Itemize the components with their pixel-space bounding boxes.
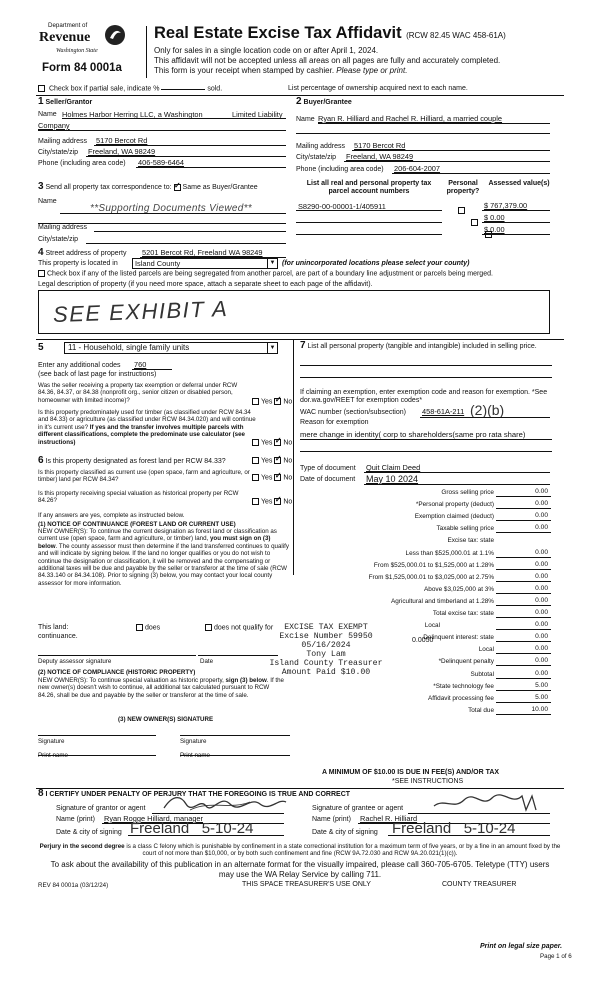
certify-text: I CERTIFY UNDER PENALTY OF PERJURY THAT THE FOREGOING IS TRUE AND CORRECT <box>45 791 351 798</box>
wac-line <box>420 408 550 418</box>
tax-row-label: From $1,525,000.01 to $3,025,000 at 2.75% <box>368 573 494 581</box>
buyer-heading-text: Buyer/Grantee <box>303 99 352 106</box>
seller-heading-text: Seller/Grantor <box>45 99 93 106</box>
tax-row-value[interactable]: 0.00 <box>535 596 548 604</box>
chevron-down-icon: ▼ <box>267 343 277 354</box>
county-treasurer-label: COUNTY TREASURER <box>442 881 517 888</box>
use-code-value: 11 - Household, single family units <box>68 343 190 352</box>
grantee-date-value[interactable]: Freeland 5-10-24 <box>392 820 516 837</box>
personal-property-checkbox-2[interactable] <box>471 219 478 226</box>
partial-sale-checkbox[interactable] <box>38 85 45 92</box>
timber-no-checkbox[interactable] <box>274 439 281 446</box>
yes-label: Yes <box>261 474 273 482</box>
notice1-c: . The county assessor must then determine if the land transferred continues to qualify and will indicate by signing below. If the land no longer qualifies or you do not wish to continue the designation or classification, it will be removed and the compensating or additional taxes will be due and payable by the seller or transferor at the time of sale (RCW 84.33.140 or 84.34.108). Prior to signing (3) below, you may contact your local county assessor for more information. <box>38 542 289 587</box>
tax-row-label: Agricultural and timberland at 1.28% <box>390 597 494 605</box>
section7-num: 7 <box>300 340 306 351</box>
tax-row-label: Subtotal <box>470 670 494 678</box>
tax-row-value[interactable]: 0.00 <box>535 645 548 653</box>
tax-row-value[interactable]: 5.00 <box>535 681 548 689</box>
buyer-phone-line <box>392 164 550 174</box>
tax-row-value[interactable]: 0.00 <box>535 548 548 556</box>
grantee-name-label: Name (print) <box>312 816 351 823</box>
q-current-use-answers <box>252 474 292 483</box>
q-forest <box>38 457 226 466</box>
seller-phone-value[interactable]: 406-589-6464 <box>138 158 185 167</box>
seller-mail-value[interactable]: 5170 Bercot Rd <box>96 136 148 145</box>
doc-type-line <box>364 463 550 473</box>
see-instructions: *SEE INSTRUCTIONS <box>392 778 464 785</box>
reason-line-2 <box>300 442 552 452</box>
section7-text: List all personal property (tangible and intangible) included in selling price. <box>307 343 537 350</box>
seller-heading <box>38 98 92 107</box>
personal-property-line-1[interactable] <box>300 356 552 366</box>
grantee-date-label: Date & city of signing <box>312 829 378 836</box>
parcels-col1: List all real and personal property tax parcel account numbers <box>306 180 432 196</box>
use-code-select[interactable] <box>64 342 278 354</box>
divider <box>36 788 564 789</box>
doc-date-value[interactable]: May 10 2024 <box>366 474 419 484</box>
grantor-name-label: Name (print) <box>56 816 95 823</box>
section3-city-line <box>86 234 286 244</box>
doc-date-line <box>364 475 550 485</box>
dept-line2: Revenue <box>39 30 91 45</box>
section7-label <box>300 342 552 351</box>
partial-sold-label: sold. <box>207 85 223 93</box>
no-label: No <box>283 398 293 406</box>
buyer-city-line <box>344 152 550 162</box>
deputy-date-label: Date <box>200 658 214 665</box>
this-land-label: This land: <box>38 624 69 631</box>
personal-property-checkbox-1[interactable] <box>458 207 465 214</box>
section3-city-label: City/state/zip <box>38 236 79 243</box>
section3-name-label: Name <box>38 198 57 205</box>
stamp-line1: EXCISE TAX EXEMPT <box>284 623 368 632</box>
grantor-sig-line <box>152 804 284 814</box>
perjury-a: Perjury in the second degree <box>39 843 125 850</box>
notice1-b: you must sign on (3) below <box>38 535 271 550</box>
yes-label: Yes <box>261 498 273 506</box>
owner-sig-line-1[interactable] <box>38 726 156 736</box>
form-number: Form 84 0001a <box>42 62 122 74</box>
segregated-label: Check box if any of the listed parcels are being segregated from another parcel, are part of a boundary line adjustment or parcels being merged. <box>47 270 493 278</box>
stamp-line3: 05/16/2024 <box>301 641 351 650</box>
seller-mail-line <box>94 136 286 146</box>
title-rcw: (RCW 82.45 WAC 458-61A) <box>406 31 506 40</box>
tax-row-value[interactable]: 0.00 <box>535 669 548 677</box>
same-as-buyer-label: Same as Buyer/Grantee <box>182 184 258 191</box>
seller-city-label: City/state/zip <box>38 149 79 156</box>
buyer-city-value[interactable]: Freeland, WA 98249 <box>346 152 414 161</box>
treasurer-stamp <box>256 623 396 677</box>
additional-codes-line <box>132 360 172 370</box>
street-line <box>140 248 286 258</box>
title-text: Real Estate Excise Tax Affidavit <box>154 24 402 42</box>
dept-line3: Washington State <box>56 48 98 54</box>
perjury-b: is a class C felony which is punishable by confinement in a state correctional institution for a maximum term of five years, or by a fine in an amount fixed by the court of not more than $10,000, or by both such confinement and fine (RCW 9A.72.030 and RCW 9A.20.021(1)(c)). <box>124 843 561 858</box>
page-number: Page 1 of 6 <box>540 953 572 960</box>
tax-row-value[interactable]: 0.00 <box>535 609 548 616</box>
unincorporated-note: (for unincorporated locations please select your county) <box>282 260 470 267</box>
seller-city-line <box>86 147 286 157</box>
grantor-date-value[interactable]: Freeland 5-10-24 <box>130 820 254 837</box>
seller-city-value[interactable]: Freeland, WA 98249 <box>88 147 156 156</box>
stamp-line5: Island County Treasurer <box>269 659 383 668</box>
tax-row-label: *Delinquent penalty <box>438 658 494 666</box>
doc-type-label: Type of document <box>300 465 356 472</box>
tax-row-label: *State technology fee <box>433 682 494 690</box>
seller-name-value2[interactable]: Company <box>38 121 70 130</box>
tax-row-value[interactable]: 0.00 <box>535 572 548 580</box>
seller-name-value[interactable]: Holmes Harbor Herring LLC, a Washington <box>62 110 203 119</box>
q-forest-text: Is this property designated as forest land per RCW 84.33? <box>45 458 226 465</box>
exemption-no-checkbox[interactable] <box>274 398 281 405</box>
stamp-line2: Excise Number 59950 <box>279 632 373 641</box>
owner-print-label-2: Print name <box>180 752 210 759</box>
segregated-checkbox[interactable] <box>38 270 45 277</box>
parcels-col2: Personal property? <box>446 180 480 196</box>
deputy-sig-label: Deputy assessor signature <box>38 658 112 665</box>
header-note3 <box>154 66 407 76</box>
notice3-title: (3) NEW OWNER(S) SIGNATURE <box>118 716 214 723</box>
local-rate-value: 0.0050 <box>412 637 434 644</box>
exemption-note: If claiming an exemption, enter exemption code and reason for exemption. *See dor.wa.gov/REET for exemption codes* <box>300 389 548 405</box>
located-label: This property is located in <box>38 260 118 267</box>
buyer-mail-label: Mailing address <box>296 143 346 150</box>
tax-row-label: Affidavit processing fee <box>428 694 494 702</box>
legal-label: Legal description of property (if you need more space, attach a separate sheet to each page of the affidavit). <box>38 281 373 288</box>
dept-line1: Department of <box>48 22 88 29</box>
q-exemption: Was the seller receiving a property tax exemption or deferral under RCW 84.36, 84.37, or 84.38 (nonprofit org., senior citizen or disabled person, homeowner with limited income)? <box>38 382 238 404</box>
seller-mail-label: Mailing address <box>38 138 88 145</box>
tax-row-value[interactable]: 0.00 <box>535 657 548 665</box>
reason-label: Reason for exemption <box>300 419 369 426</box>
additional-codes-note: (see back of last page for instructions) <box>38 371 157 378</box>
grantee-name-value[interactable]: Rachel R. Hilliard <box>360 814 418 823</box>
tax-row-label: From $525,000.01 to $1,525,000 at 1.28% <box>373 561 494 569</box>
perjury-notice <box>36 843 564 858</box>
tax-row-value[interactable]: 0.00 <box>535 500 548 508</box>
buyer-phone-value[interactable]: 206-604-2007 <box>394 164 441 173</box>
owner-print-label-1: Print name <box>38 752 68 759</box>
assessed-value-3[interactable]: $ 0.00 <box>484 225 505 234</box>
grantor-sig-label: Signature of grantor or agent <box>56 805 146 812</box>
assessed-value-2[interactable]: $ 0.00 <box>484 213 505 222</box>
reason-line <box>300 430 552 440</box>
header-note3-a: This form is your receipt when stamped by cashier. <box>154 66 337 75</box>
seller-name-line <box>62 109 286 119</box>
notice1-title: (1) NOTICE OF CONTINUANCE (FOREST LAND OR CURRENT USE) <box>38 521 236 528</box>
buyer-heading-num: 2 <box>296 96 302 107</box>
wac-label: WAC number (section/subsection) <box>300 409 406 416</box>
parcel-line-3 <box>296 225 442 235</box>
tax-row-label: Above $3,025,000 at 3% <box>424 585 494 593</box>
supporting-docs-text: **Supporting Documents Viewed** <box>90 203 252 214</box>
does-not-label: does not qualify for <box>214 624 274 632</box>
buyer-heading <box>296 98 352 107</box>
parcels-col3: Assessed value(s) <box>488 180 550 187</box>
reason-value[interactable]: mere change in identity( corp to shareholders(same pro rata share) <box>300 430 526 439</box>
doc-type-value[interactable]: Quit Claim Deed <box>366 463 421 472</box>
seller-name-label: Name <box>38 111 57 118</box>
tax-row-label: Taxable selling price <box>436 525 494 533</box>
parcel-line-2 <box>296 213 442 223</box>
section3-name-line <box>60 204 286 214</box>
q-current-use: Is this property classified as current use (open space, farm and agriculture, or timber) land per RCW 84.34? <box>38 469 250 484</box>
grantor-date-label: Date & city of signing <box>56 829 122 836</box>
notice1-a: NEW OWNER(S): To continue the current designation as forest land or classification as current use (open space, farm and agriculture, or timber) land, <box>38 528 277 543</box>
no-label: No <box>283 474 293 482</box>
county-select[interactable] <box>132 258 278 269</box>
value-line-2 <box>482 213 550 223</box>
assessed-value-1[interactable]: $ 767,379.00 <box>484 201 528 210</box>
does-label: does <box>145 624 161 632</box>
notice2-c: . If the new owner(s) doesn't wish to continue, all additional tax calculated pursuant to RCW 84.26, shall be due and payable by the seller or transferor at the time of sale. <box>38 677 284 699</box>
chevron-down-icon: ▼ <box>267 259 277 269</box>
current-use-no-checkbox[interactable] <box>274 474 281 481</box>
segregated-row <box>38 270 493 279</box>
tax-row-label: Delinquent interest: state <box>423 634 494 642</box>
q-exemption-answers <box>252 398 292 407</box>
legal-description-value: SEE EXHIBIT A <box>52 295 229 328</box>
tax-row-label: Less than $525,000.01 at 1.1% <box>405 549 494 557</box>
grantee-date-line <box>388 826 550 836</box>
treasurer-use-label: THIS SPACE TREASURER'S USE ONLY <box>242 881 371 888</box>
page-title <box>154 24 506 43</box>
alt-format-note: To ask about the availability of this publication in an alternate format for the visually impaired, please call 360-705-6705. Teletype (TTY) users may use the WA Relay Service by calling 711. <box>50 860 550 879</box>
wac-value[interactable]: 458-61A-211 <box>422 407 465 416</box>
buyer-city-label: City/state/zip <box>296 154 337 161</box>
buyer-mail-line <box>352 141 550 151</box>
tax-row-label: Gross selling price <box>441 489 494 496</box>
tax-row-value[interactable]: 0.00 <box>535 584 548 592</box>
revenue-logo <box>34 18 134 84</box>
timber-yes-checkbox[interactable] <box>252 439 259 446</box>
does-not-checkbox[interactable] <box>205 624 212 631</box>
stamp-line6: Amount Paid $10.00 <box>281 668 371 677</box>
tax-row-label: Total due <box>468 706 494 714</box>
deputy-sig-line[interactable] <box>38 646 196 656</box>
seller-phone-label: Phone (including area code) <box>38 160 126 167</box>
street-label: Street address of property <box>45 250 127 257</box>
seller-name-value-b[interactable]: Limited Liability <box>232 110 283 119</box>
tax-row-value[interactable]: 0.00 <box>535 524 548 532</box>
header-note1: Only for sales in a single location code on or after April 1, 2024. <box>154 46 379 55</box>
tax-row-value[interactable]: 10.00 <box>531 705 548 713</box>
notice2-title: (2) NOTICE OF COMPLIANCE (HISTORIC PROPERTY) <box>38 669 196 676</box>
tax-row-value[interactable]: 0.00 <box>535 621 548 629</box>
header-note3-b: Please type or print. <box>336 66 408 75</box>
section5-num: 5 <box>38 342 44 353</box>
street-value[interactable]: 5201 Bercot Rd, Freeland WA 98249 <box>142 248 263 257</box>
no-label: No <box>283 457 293 465</box>
same-as-buyer-checkbox[interactable] <box>174 184 181 191</box>
additional-codes-value[interactable]: 760 <box>134 360 147 369</box>
personal-property-line-2[interactable] <box>300 368 552 378</box>
header-note2: This affidavit will not be accepted unless all areas on all pages are fully and accurately completed. <box>154 56 501 65</box>
seller-name-line2 <box>38 121 286 131</box>
notice2-a: NEW OWNER(S): To continue special valuation as historic property, <box>38 677 226 684</box>
buyer-phone-label: Phone (including area code) <box>296 166 384 173</box>
section3-num: 3 <box>38 181 44 192</box>
buyer-name-label: Name <box>296 116 315 123</box>
grantee-sig-line <box>408 804 550 814</box>
header-divider <box>146 26 147 78</box>
section3-text: Send all property tax correspondence to: <box>45 184 172 191</box>
owner-sig-label-1: Signature <box>38 738 65 745</box>
yes-label: Yes <box>261 398 273 406</box>
no-label: No <box>283 498 293 506</box>
q-timber <box>38 409 256 446</box>
exemption-yes-checkbox[interactable] <box>252 398 259 405</box>
grantor-date-line <box>128 826 284 836</box>
grantor-name-value[interactable]: Ryan Rogge Hilliard, manager <box>104 814 204 823</box>
does-checkbox[interactable] <box>136 624 143 631</box>
q-timber-a: Is this property predominately used for timber (as classified under RCW 84.34 and 84.33) or agriculture (as classified under RCW 84.34.020) and will continue in it's current use? <box>38 409 256 431</box>
tax-row-value[interactable]: 0.00 <box>535 560 548 568</box>
tax-row-label: Excise tax: state <box>447 537 494 545</box>
section6-num: 6 <box>38 455 44 466</box>
stamp-line4: Tony Lam <box>306 650 346 659</box>
buyer-name-value[interactable]: Ryan R. Hilliard and Rachel R. Hilliard, a married couple <box>318 114 503 123</box>
seller-heading-num: 1 <box>38 96 44 107</box>
legal-description-box[interactable] <box>38 290 550 334</box>
no-label: No <box>283 439 293 447</box>
continuance-label: continuance. <box>38 633 78 640</box>
if-yes-note: If any answers are yes, complete as instructed below. <box>38 512 185 519</box>
tax-row-value[interactable]: 0.00 <box>535 512 548 520</box>
section3-mail-line <box>94 222 286 232</box>
parcel-number-1[interactable]: S8290-00-00001-1/405911 <box>298 202 386 211</box>
minimum-note: A MINIMUM OF $10.00 IS DUE IN FEE(S) AND/OR TAX <box>322 769 500 776</box>
tax-row-value[interactable]: 0.00 <box>535 633 548 641</box>
section3-label <box>38 183 258 192</box>
tax-row-label: Local <box>424 622 440 630</box>
notice2-b: sign (3) below <box>225 677 267 684</box>
owner-sig-label-2: Signature <box>180 738 207 745</box>
section3-mail-label: Mailing address <box>38 224 88 231</box>
section4-num: 4 <box>38 247 44 258</box>
revenue-swirl-icon <box>104 24 126 46</box>
q-historic: Is this property receiving special valuation as historical property per RCW 84.26? <box>38 490 239 505</box>
additional-codes-label: Enter any additional codes <box>38 362 121 369</box>
section8-num: 8 <box>38 788 44 799</box>
legal-size-note: Print on legal size paper. <box>480 943 563 950</box>
forest-no-checkbox[interactable] <box>274 457 281 464</box>
value-line-3 <box>482 225 550 235</box>
tax-row-label: *Personal property (deduct) <box>415 501 494 509</box>
q-timber-b: If yes and the transfer involves multiple parcels with different classifications, complete the predominate use calculator (see instructions) <box>38 423 246 446</box>
tax-row-value[interactable]: 5.00 <box>535 693 548 701</box>
wac-handwritten: (2)(b) <box>470 402 505 418</box>
county-select-value: Island County <box>135 259 181 268</box>
street-row <box>38 249 126 258</box>
buyer-name-line2 <box>296 124 550 134</box>
tax-row-label: Local <box>478 646 494 654</box>
grantee-sig-label: Signature of grantee or agent <box>312 805 404 812</box>
form-revision: REV 84 0001a (03/12/24) <box>38 882 109 889</box>
yes-label: Yes <box>261 439 273 447</box>
q-timber-answers <box>252 439 292 448</box>
tax-row-value[interactable]: 0.00 <box>535 488 548 495</box>
doc-date-label: Date of document <box>300 476 356 483</box>
yes-label: Yes <box>261 457 273 465</box>
does-option <box>136 624 160 633</box>
parcel-line-1 <box>296 201 442 211</box>
partial-sale-label: Check box if partial sale, indicate % <box>48 85 160 93</box>
tax-row-label: Exemption claimed (deduct) <box>414 513 494 521</box>
seller-phone-line <box>136 158 286 168</box>
buyer-name-line <box>318 114 550 124</box>
owner-sig-line-2[interactable] <box>180 726 290 736</box>
ownership-note: List percentage of ownership acquired next to each name. <box>288 85 468 92</box>
buyer-mail-value[interactable]: 5170 Bercot Rd <box>354 141 406 150</box>
value-line-1 <box>482 201 550 211</box>
partial-sale-row <box>38 85 222 94</box>
current-use-yes-checkbox[interactable] <box>252 474 259 481</box>
forest-yes-checkbox[interactable] <box>252 457 259 464</box>
q-forest-answers <box>252 457 292 466</box>
tax-row-label: Total excise tax: state <box>432 610 494 617</box>
